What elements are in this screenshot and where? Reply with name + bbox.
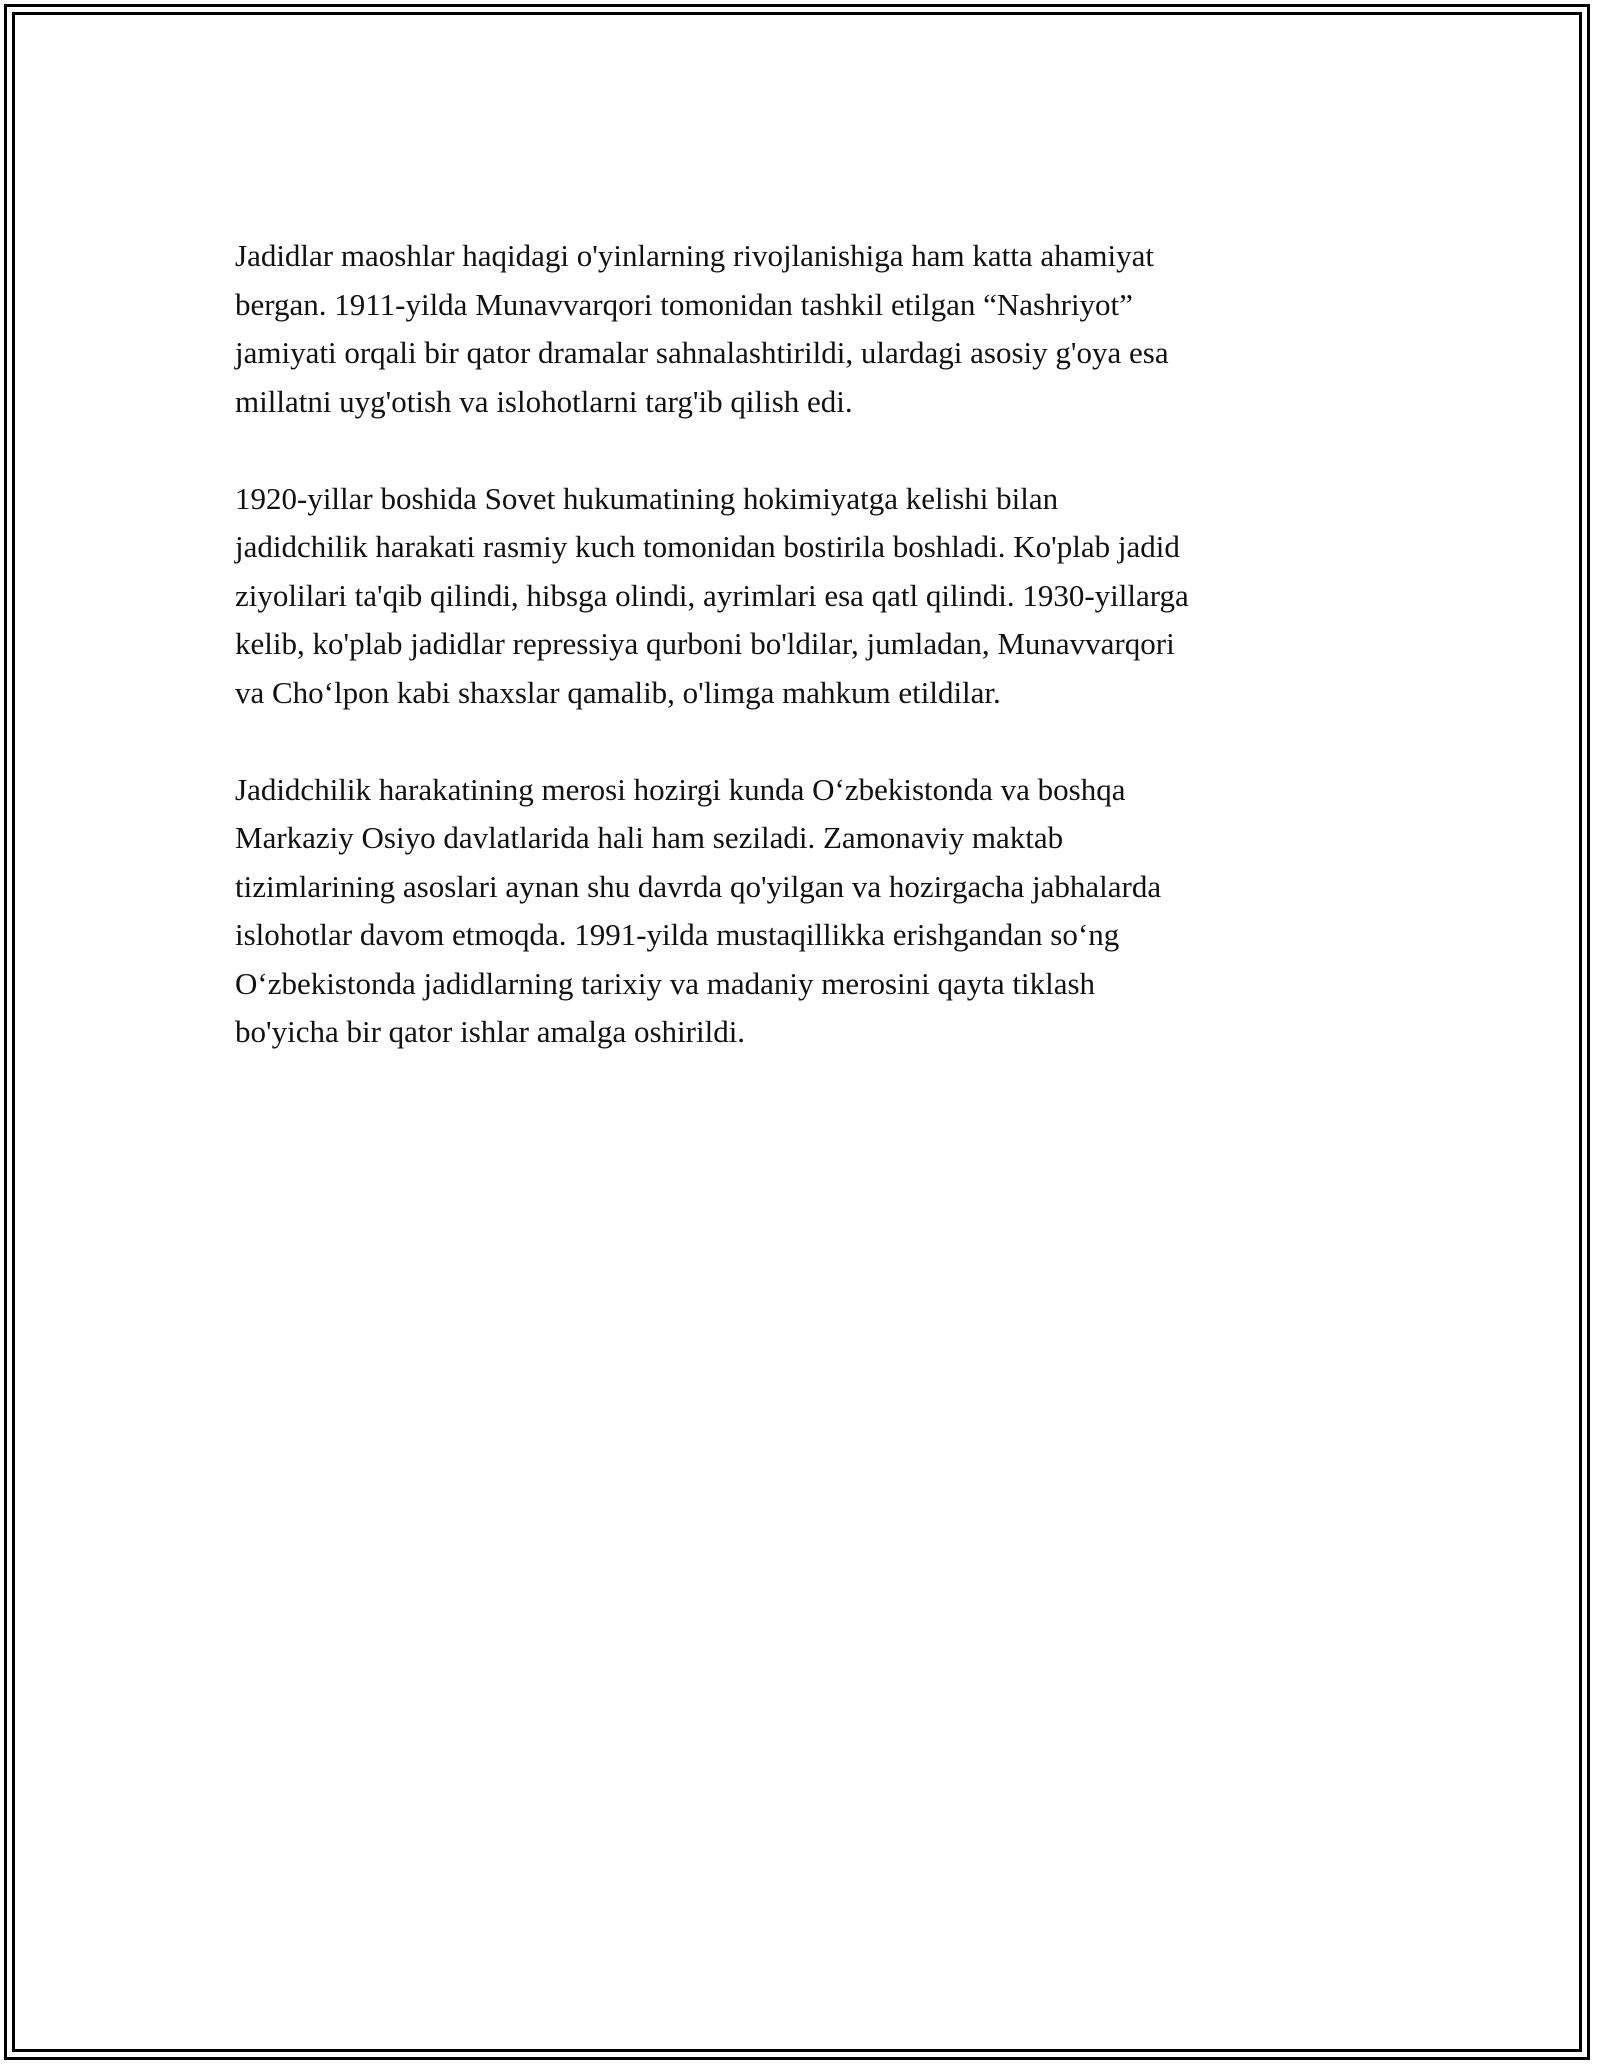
paragraph-1: Jadidlar maoshlar haqidagi o'yinlarning rivojlanishiga ham katta ahamiyat bergan. 1911-yilda Munavvarqori tomonidan tashkil etilgan “Nashriyot” jamiyati orqali bir qator dramalar sahnalashtirildi, ulardagi asosiy g'oya esa millatni uyg'otish va islohotlarni targ'ib qilish edi. (235, 238, 1169, 419)
document-body (235, 232, 1375, 1105)
paragraph-3: Jadidchilik harakatining merosi hozirgi kunda O‘zbekistonda va boshqa Markaziy Osiyo davlatlarida hali ham seziladi. Zamonaviy maktab tizimlarining asoslari aynan shu davrda qo'yilgan va hozirgacha jabhalarda islohotlar davom etmoqda. 1991-yilda mustaqillikka erishgandan so‘ng O‘zbekistonda jadidlarning tarixiy va madaniy merosini qayta tiklash bo'yicha bir qator ishlar amalga oshirildi. (235, 771, 1162, 1049)
paragraph-2: 1920-yillar boshida Sovet hukumatining hokimiyatga kelishi bilan jadidchilik harakati rasmiy kuch tomonidan bostirila boshladi. Ko'plab jadid ziyolilari ta'qib qilindi, hibsga olindi, ayrimlari esa qatl qilindi. 1930-yillarga kelib, ko'plab jadidlar repressiya qurboni bo'ldilar, jumladan, Munavvarqori va Cho‘lpon kabi shaxslar qamalib, o'limga mahkum etildilar. (235, 480, 1189, 710)
